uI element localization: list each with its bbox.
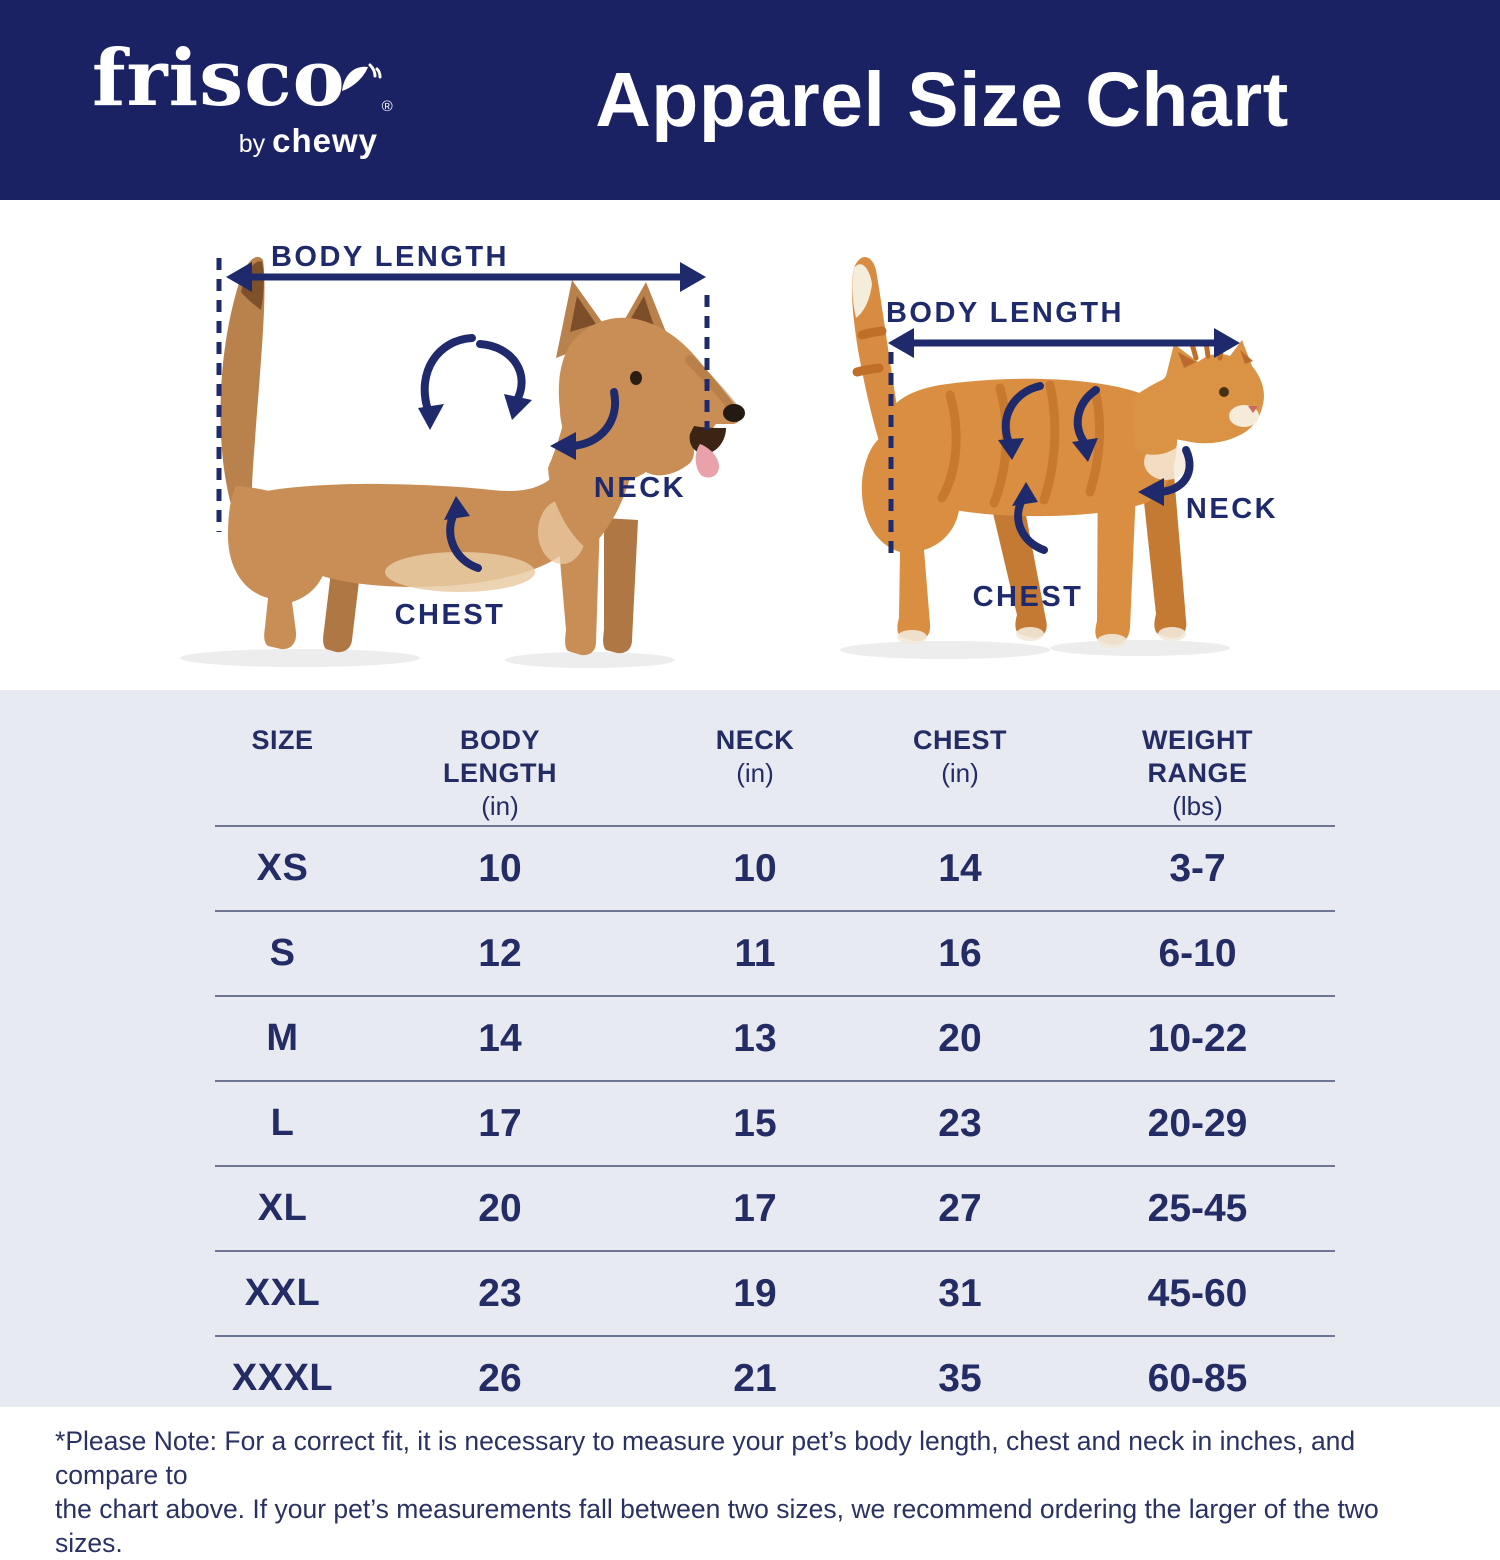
cat-tail-flick-icon bbox=[340, 36, 382, 114]
header-line: CHEST bbox=[912, 725, 1007, 755]
table-header-row bbox=[215, 690, 1335, 825]
footnote-line-2: the chart above. If your pet’s measurements fall between two sizes, we recommend ordering the larger of the two sizes. bbox=[55, 1494, 1379, 1558]
cell-weight: 60-85 bbox=[1147, 1356, 1248, 1400]
cell-chest: 14 bbox=[938, 846, 982, 890]
cell-chest: 20 bbox=[938, 1016, 982, 1060]
frisco-text: frisco bbox=[92, 33, 346, 124]
cat-neck-label: NECK bbox=[1185, 493, 1279, 525]
dog-body-length-label: BODY LENGTH bbox=[270, 241, 510, 273]
header-line: NECK bbox=[715, 725, 795, 755]
size-chart-section bbox=[0, 690, 1500, 1407]
header-unit: (lbs) bbox=[1172, 791, 1223, 821]
footnote-line-1: *Please Note: For a correct fit, it is necessary to measure your pet’s body length, chest and neck in inches, and compare to bbox=[55, 1426, 1356, 1490]
arrowhead-right-icon bbox=[680, 262, 706, 292]
cell-body-length: 14 bbox=[478, 1016, 522, 1060]
cell-weight: 6-10 bbox=[1158, 931, 1237, 975]
cell-weight: 10-22 bbox=[1147, 1016, 1248, 1060]
header-line: WEIGHT bbox=[1142, 725, 1253, 755]
table-row bbox=[215, 825, 1335, 910]
cell-neck: 15 bbox=[733, 1101, 777, 1145]
cell-neck: 13 bbox=[733, 1016, 777, 1060]
table-row bbox=[215, 1080, 1335, 1165]
pets-measurement-diagram bbox=[0, 200, 1500, 690]
cell-size: XXL bbox=[244, 1272, 321, 1314]
cell-body-length: 10 bbox=[478, 846, 522, 890]
header-line: LENGTH bbox=[443, 758, 557, 788]
by-chewy-text bbox=[92, 122, 384, 160]
cell-neck: 19 bbox=[733, 1271, 777, 1315]
cell-body-length: 23 bbox=[478, 1271, 522, 1315]
cell-body-length: 17 bbox=[478, 1101, 522, 1145]
cell-neck: 11 bbox=[734, 931, 776, 975]
cell-size: M bbox=[266, 1017, 299, 1059]
col-header-body-length bbox=[350, 724, 650, 825]
header-unit: (in) bbox=[481, 791, 519, 821]
col-header-neck bbox=[650, 724, 860, 825]
cell-size: L bbox=[270, 1102, 295, 1144]
col-header-weight-range bbox=[1060, 724, 1335, 825]
dog-illustration bbox=[221, 257, 746, 655]
cell-size: S bbox=[269, 932, 296, 974]
table-row bbox=[215, 910, 1335, 995]
header-bar bbox=[0, 0, 1500, 200]
dog-chest-label: CHEST bbox=[394, 599, 506, 631]
cell-neck: 21 bbox=[733, 1356, 777, 1400]
cat-chest-label: CHEST bbox=[972, 581, 1084, 613]
col-header-chest bbox=[860, 724, 1060, 825]
table-row bbox=[215, 1165, 1335, 1250]
table-row bbox=[215, 995, 1335, 1080]
cell-body-length: 12 bbox=[478, 931, 522, 975]
dog-neck-label: NECK bbox=[593, 472, 687, 504]
cell-size: XS bbox=[256, 847, 309, 889]
cell-weight: 45-60 bbox=[1147, 1271, 1248, 1315]
cell-weight: 20-29 bbox=[1147, 1101, 1248, 1145]
cell-weight: 3-7 bbox=[1169, 846, 1226, 890]
registered-mark: ® bbox=[381, 98, 394, 115]
header-line: BODY bbox=[459, 725, 540, 755]
cell-neck: 17 bbox=[733, 1186, 777, 1230]
header-unit: (in) bbox=[941, 758, 979, 788]
col-header-size bbox=[215, 724, 350, 825]
cell-chest: 31 bbox=[938, 1271, 982, 1315]
by-text: by bbox=[238, 130, 266, 158]
chewy-text: chewy bbox=[272, 122, 378, 159]
header-line: SIZE bbox=[251, 725, 314, 755]
footnote bbox=[0, 1407, 1500, 1558]
cell-chest: 35 bbox=[938, 1356, 982, 1400]
cell-body-length: 20 bbox=[478, 1186, 522, 1230]
header-line: RANGE bbox=[1147, 758, 1248, 788]
cell-size: XXXL bbox=[231, 1357, 334, 1399]
cell-chest: 27 bbox=[938, 1186, 982, 1230]
size-chart-table bbox=[215, 690, 1335, 1420]
header-unit: (in) bbox=[736, 758, 774, 788]
frisco-by-chewy-logo bbox=[92, 33, 394, 160]
table-row bbox=[215, 1250, 1335, 1335]
frisco-wordmark bbox=[92, 33, 394, 124]
cell-size: XL bbox=[257, 1187, 308, 1229]
cell-chest: 23 bbox=[938, 1101, 982, 1145]
measurement-diagram-section bbox=[0, 200, 1500, 690]
cell-chest: 16 bbox=[938, 931, 982, 975]
cell-weight: 25-45 bbox=[1147, 1186, 1248, 1230]
page-title: Apparel Size Chart bbox=[595, 56, 1289, 143]
cell-body-length: 26 bbox=[478, 1356, 522, 1400]
cell-neck: 10 bbox=[733, 846, 777, 890]
cat-body-length-label: BODY LENGTH bbox=[885, 297, 1125, 329]
